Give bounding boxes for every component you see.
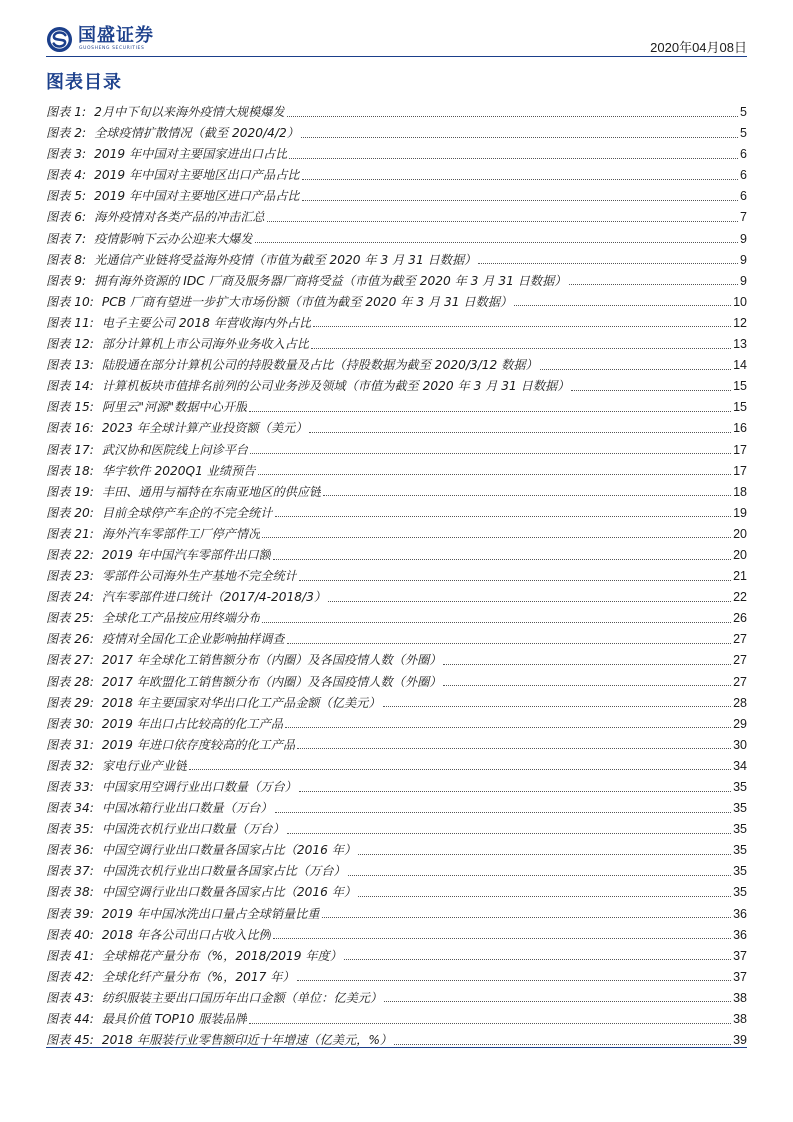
page-title: 图表目录 (46, 72, 122, 93)
toc-entry-title: 2019 年中国汽车零部件出口额 (101, 547, 271, 562)
toc-dot-leader (262, 536, 731, 538)
toc-entry-page-number: 26 (733, 611, 747, 626)
toc-entry-page-number: 15 (733, 379, 747, 394)
toc-entry-text (46, 798, 273, 819)
toc-entry-title: 2019 年进口依存度较高的化工产品 (101, 737, 296, 752)
toc-entry-text (46, 650, 441, 671)
toc-entry-page-number: 5 (740, 126, 747, 141)
toc-entry[interactable] (46, 545, 747, 566)
toc-entry-label: 图表 15: (46, 400, 94, 415)
toc-entry-label: 图表 45: (46, 1033, 94, 1048)
toc-dot-leader (394, 1043, 731, 1045)
toc-entry-title: 全球棉花产量分布（%，2018/2019 年度） (101, 948, 342, 963)
toc-entry[interactable] (46, 524, 747, 545)
toc-entry-page-number: 19 (733, 505, 747, 520)
toc-dot-leader (287, 642, 731, 644)
toc-dot-leader (297, 979, 731, 981)
toc-entry-label: 图表 14: (46, 379, 94, 394)
toc-entry-page-number: 17 (733, 463, 747, 478)
toc-dot-leader (540, 368, 731, 370)
toc-entry-text (46, 566, 297, 587)
toc-entry[interactable] (46, 693, 747, 714)
toc-entry-label: 图表 36: (46, 843, 94, 858)
toc-entry-text (46, 524, 260, 545)
toc-entry-title: 2023 年全球计算产业投资额（美元） (101, 421, 308, 436)
toc-entry-label: 图表 18: (46, 463, 94, 478)
toc-entry-text (46, 735, 295, 756)
toc-entry-text (46, 102, 285, 123)
header-divider (46, 56, 747, 57)
toc-entry-text (46, 165, 300, 186)
toc-entry-title: 部分计算机上市公司海外业务收入占比 (101, 337, 310, 352)
toc-dot-leader (287, 115, 738, 117)
toc-entry-label: 图表 8: (46, 252, 87, 267)
toc-entry-title: 目前全球停产车企的不完全统计 (101, 505, 273, 520)
toc-entry[interactable] (46, 271, 747, 292)
toc-entry-label: 图表 29: (46, 695, 94, 710)
toc-entry-page-number: 36 (733, 906, 747, 921)
toc-dot-leader (478, 262, 738, 264)
toc-entry-title: 全球疫情扩散情况（截至 2020/4/2） (94, 126, 299, 141)
toc-entry-label: 图表 21: (46, 526, 94, 541)
toc-entry-page-number: 20 (733, 547, 747, 562)
toc-entry-label: 图表 27: (46, 653, 94, 668)
toc-entry[interactable] (46, 418, 747, 439)
toc-entry[interactable] (46, 861, 747, 882)
company-logo (46, 26, 166, 54)
toc-entry-text (46, 988, 382, 1009)
toc-entry[interactable] (46, 1030, 747, 1051)
toc-entry-text (46, 756, 187, 777)
toc-entry-label: 图表 10: (46, 294, 94, 309)
toc-entry-label: 图表 23: (46, 569, 94, 584)
toc-entry-text (46, 271, 567, 292)
toc-entry-label: 图表 31: (46, 737, 94, 752)
toc-entry-label: 图表 38: (46, 885, 94, 900)
toc-entry[interactable] (46, 355, 747, 376)
toc-entry-title: 疫情影响下云办公迎来大爆发 (94, 231, 253, 246)
toc-entry-label: 图表 3: (46, 147, 87, 162)
toc-entry-title: 家电行业产业链 (101, 758, 188, 773)
toc-entry-title: 丰田、通用与福特在东南亚地区的供应链 (101, 484, 322, 499)
toc-entry-text (46, 334, 309, 355)
toc-entry-text (46, 946, 342, 967)
toc-dot-leader (309, 431, 731, 433)
toc-entry-page-number: 21 (733, 569, 747, 584)
toc-entry-title: 中国洗衣机行业出口数量各国家占比（万台） (101, 864, 346, 879)
toc-entry-page-number: 9 (740, 273, 747, 288)
toc-entry-text (46, 207, 265, 228)
toc-dot-leader (262, 621, 731, 623)
toc-entry-page-number: 13 (733, 337, 747, 352)
toc-entry-title: 武汉协和医院线上问诊平台 (101, 442, 249, 457)
toc-dot-leader (267, 220, 738, 222)
toc-entry-title: 阿里云"河源"数据中心开服 (101, 400, 248, 415)
figure-toc-list (46, 102, 747, 1051)
toc-entry[interactable] (46, 925, 747, 946)
toc-entry-label: 图表 35: (46, 822, 94, 837)
toc-entry-page-number: 27 (733, 632, 747, 647)
toc-dot-leader (275, 811, 732, 813)
toc-dot-leader (289, 157, 738, 159)
toc-entry[interactable] (46, 904, 747, 925)
toc-entry[interactable] (46, 102, 747, 123)
toc-entry-title: 中国家用空调行业出口数量（万台） (101, 780, 297, 794)
page-header (0, 0, 793, 62)
toc-entry-page-number: 35 (733, 864, 747, 879)
toc-entry-title: 中国洗衣机行业出口数量（万台） (101, 822, 285, 837)
toc-entry-label: 图表 37: (46, 864, 94, 879)
toc-entry-page-number: 15 (733, 400, 747, 415)
toc-entry[interactable] (46, 292, 747, 313)
toc-entry[interactable] (46, 482, 747, 503)
toc-entry-label: 图表 19: (46, 484, 94, 499)
toc-entry-text (46, 123, 299, 144)
toc-entry-text (46, 967, 295, 988)
toc-entry[interactable] (46, 207, 747, 228)
toc-entry-page-number: 22 (733, 590, 747, 605)
toc-dot-leader (514, 304, 731, 306)
toc-entry-text (46, 292, 512, 313)
toc-entry[interactable] (46, 608, 747, 629)
toc-entry-text (46, 714, 283, 735)
toc-entry-title: 华宇软件 2020Q1 业绩预告 (101, 463, 256, 478)
toc-entry-title: 2017 年全球化工销售额分布（内圈）及各国疫情人数（外圈） (101, 653, 442, 668)
toc-entry-text (46, 376, 569, 397)
toc-dot-leader (299, 579, 731, 581)
toc-entry-title: 2019 年出口占比较高的化工产品 (101, 716, 284, 731)
toc-entry-label: 图表 13: (46, 358, 94, 373)
toc-entry-page-number: 37 (733, 948, 747, 963)
toc-entry-text (46, 777, 297, 798)
toc-entry[interactable] (46, 819, 747, 840)
toc-entry-title: 海外疫情对各类产品的冲击汇总 (94, 210, 265, 225)
toc-entry-text (46, 925, 271, 946)
toc-entry-label: 图表 41: (46, 948, 94, 963)
toc-dot-leader (358, 853, 731, 855)
toc-entry-page-number: 10 (733, 294, 747, 309)
toc-entry-page-number: 39 (733, 1033, 747, 1048)
toc-entry-label: 图表 9: (46, 273, 87, 288)
toc-entry-page-number: 35 (733, 780, 747, 794)
toc-entry-page-number: 35 (733, 843, 747, 858)
toc-dot-leader (273, 558, 731, 560)
toc-entry-text (46, 418, 307, 439)
toc-entry[interactable] (46, 988, 747, 1009)
toc-entry-page-number: 35 (733, 885, 747, 900)
toc-entry-page-number: 35 (733, 822, 747, 837)
toc-dot-leader (297, 747, 731, 749)
toc-entry-text (46, 482, 321, 503)
toc-entry-text (46, 693, 381, 714)
toc-entry-text (46, 355, 538, 376)
toc-entry-label: 图表 20: (46, 505, 94, 520)
toc-entry-text (46, 186, 300, 207)
toc-dot-leader (250, 452, 731, 454)
toc-dot-leader (275, 515, 732, 517)
toc-dot-leader (313, 325, 731, 327)
toc-dot-leader (301, 136, 738, 138)
toc-entry-page-number: 6 (740, 147, 747, 162)
toc-entry[interactable] (46, 756, 747, 777)
company-name: 国盛证券 (78, 25, 154, 46)
footer-divider (46, 1047, 747, 1048)
toc-dot-leader (189, 768, 731, 770)
toc-entry[interactable] (46, 397, 747, 418)
toc-entry-page-number: 14 (733, 358, 747, 373)
toc-dot-leader (299, 790, 731, 792)
toc-entry[interactable] (46, 144, 747, 165)
toc-entry-text (46, 144, 287, 165)
toc-entry-label: 图表 11: (46, 315, 94, 330)
guosheng-logo-icon (46, 26, 73, 53)
toc-entry-page-number: 17 (733, 442, 747, 457)
toc-dot-leader (443, 684, 731, 686)
toc-entry-title: 2017 年欧盟化工销售额分布（内圈）及各国疫情人数（外圈） (101, 674, 442, 689)
toc-entry-title: 中国冰箱行业出口数量（万台） (101, 801, 273, 816)
toc-entry-title: 2019 年中国对主要地区进口产品占比 (94, 189, 300, 204)
toc-entry[interactable] (46, 123, 747, 144)
toc-dot-leader (383, 705, 732, 707)
toc-entry-title: 全球化纤产量分布（%，2017 年） (101, 969, 295, 984)
toc-entry[interactable] (46, 735, 747, 756)
toc-entry-title: 拥有海外资源的 IDC 厂商及服务器厂商将受益（市值为截至 2020 年 3 月 31 日数据） (94, 273, 567, 288)
toc-dot-leader (344, 958, 731, 960)
toc-entry-page-number: 34 (733, 758, 747, 773)
toc-entry-label: 图表 16: (46, 421, 94, 436)
toc-entry-page-number: 6 (740, 168, 747, 183)
toc-entry-label: 图表 24: (46, 590, 94, 605)
toc-entry[interactable] (46, 840, 747, 861)
toc-dot-leader (273, 937, 731, 939)
toc-entry-label: 图表 17: (46, 442, 94, 457)
toc-entry-label: 图表 22: (46, 547, 94, 562)
toc-entry-title: 海外汽车零部件工厂停产情况 (101, 526, 261, 541)
toc-entry-title: 2019 年中国对主要地区出口产品占比 (94, 168, 300, 183)
toc-entry-page-number: 9 (740, 231, 747, 246)
toc-entry-title: 中国空调行业出口数量各国家占比（2016 年） (101, 843, 357, 858)
toc-entry-page-number: 5 (740, 105, 747, 119)
toc-entry[interactable] (46, 503, 747, 524)
toc-entry[interactable] (46, 186, 747, 207)
toc-entry-title: 陆股通在部分计算机公司的持股数量及占比（持股数据为截至 2020/3/12 数据） (101, 358, 538, 373)
toc-entry[interactable] (46, 1009, 747, 1030)
toc-entry-page-number: 20 (733, 526, 747, 541)
toc-entry-text (46, 313, 311, 334)
toc-entry-title: 纺织服装主要出口国历年出口金额（单位：亿美元） (101, 990, 383, 1005)
toc-entry-page-number: 16 (733, 421, 747, 436)
toc-dot-leader (323, 494, 731, 496)
toc-dot-leader (302, 178, 738, 180)
toc-entry[interactable] (46, 882, 747, 903)
toc-entry-label: 图表 40: (46, 927, 94, 942)
toc-entry[interactable] (46, 967, 747, 988)
toc-dot-leader (322, 916, 732, 918)
toc-entry-page-number: 18 (733, 484, 747, 499)
toc-entry[interactable] (46, 461, 747, 482)
toc-entry-text (46, 440, 248, 461)
toc-entry[interactable] (46, 440, 747, 461)
toc-entry-text (46, 882, 356, 903)
toc-entry[interactable] (46, 798, 747, 819)
toc-entry-title: 2月中下旬以来海外疫情大规模爆发 (94, 105, 285, 119)
toc-entry-title: 2018 年主要国家对华出口化工产品金额（亿美元） (101, 695, 381, 710)
toc-dot-leader (348, 874, 731, 876)
toc-dot-leader (302, 199, 738, 201)
toc-entry-text (46, 397, 247, 418)
toc-entry-page-number: 28 (733, 695, 747, 710)
toc-entry[interactable] (46, 714, 747, 735)
toc-entry-page-number: 27 (733, 653, 747, 668)
toc-entry-text (46, 608, 260, 629)
toc-dot-leader (358, 895, 731, 897)
toc-entry[interactable] (46, 587, 747, 608)
toc-entry-page-number: 12 (733, 315, 747, 330)
toc-entry-label: 图表 30: (46, 716, 94, 731)
toc-entry-label: 图表 25: (46, 611, 94, 626)
toc-entry-title: 全球化工产品按应用终端分布 (101, 611, 261, 626)
toc-entry-label: 图表 6: (46, 210, 87, 225)
toc-entry[interactable] (46, 946, 747, 967)
toc-entry-page-number: 36 (733, 927, 747, 942)
toc-entry-text (46, 461, 256, 482)
toc-entry-label: 图表 26: (46, 632, 94, 647)
toc-entry-label: 图表 34: (46, 801, 94, 816)
toc-entry-label: 图表 1: (46, 105, 87, 119)
toc-entry-label: 图表 5: (46, 189, 87, 204)
toc-entry-label: 图表 28: (46, 674, 94, 689)
toc-entry[interactable] (46, 376, 747, 397)
toc-entry-title: 2018 年各公司出口占收入比例 (101, 927, 271, 942)
toc-entry[interactable] (46, 250, 747, 271)
toc-entry-title: 光通信产业链将受益海外疫情（市值为截至 2020 年 3 月 31 日数据） (94, 252, 477, 267)
toc-entry-title: 汽车零部件进口统计（2017/4-2018/3） (101, 590, 327, 605)
report-date: 2020年04月08日 (650, 40, 747, 55)
toc-entry[interactable] (46, 566, 747, 587)
toc-entry-text (46, 587, 326, 608)
toc-entry-text (46, 545, 271, 566)
toc-dot-leader (287, 832, 731, 834)
toc-entry-title: 电子主要公司 2018 年营收海内外占比 (101, 315, 312, 330)
toc-entry-label: 图表 43: (46, 990, 94, 1005)
toc-entry-text (46, 503, 273, 524)
toc-dot-leader (311, 347, 731, 349)
toc-entry-label: 图表 7: (46, 231, 87, 246)
toc-entry-text (46, 904, 320, 925)
toc-entry-text (46, 1030, 392, 1051)
toc-entry-page-number: 7 (740, 210, 747, 225)
toc-dot-leader (384, 1000, 731, 1002)
toc-entry-title: 计算机板块市值排名前列的公司业务涉及领域（市值为截至 2020 年 3 月 31 日数据） (101, 379, 570, 394)
toc-entry-title: 零部件公司海外生产基地不完全统计 (101, 569, 297, 584)
toc-dot-leader (285, 726, 731, 728)
toc-entry-page-number: 9 (740, 252, 747, 267)
toc-entry-title: 2018 年服装行业零售额印近十年增速（亿美元，%） (101, 1033, 393, 1048)
toc-entry-page-number: 30 (733, 737, 747, 752)
toc-entry-text (46, 840, 356, 861)
toc-entry-page-number: 27 (733, 674, 747, 689)
toc-entry-page-number: 6 (740, 189, 747, 204)
toc-entry-label: 图表 44: (46, 1012, 94, 1027)
toc-dot-leader (258, 473, 732, 475)
toc-entry-text (46, 672, 441, 693)
toc-entry[interactable] (46, 650, 747, 671)
toc-entry-title: 疫情对全国化工企业影响抽样调查 (101, 632, 285, 647)
toc-entry-text (46, 629, 285, 650)
toc-entry-title: 中国空调行业出口数量各国家占比（2016 年） (101, 885, 357, 900)
toc-dot-leader (569, 283, 739, 285)
toc-dot-leader (328, 600, 731, 602)
toc-entry-text (46, 250, 476, 271)
toc-entry-page-number: 37 (733, 969, 747, 984)
toc-entry-page-number: 35 (733, 801, 747, 816)
toc-entry-title: 2019 年中国对主要国家进出口占比 (94, 147, 288, 162)
toc-entry-label: 图表 39: (46, 906, 94, 921)
toc-entry-page-number: 38 (733, 990, 747, 1005)
toc-entry[interactable] (46, 672, 747, 693)
toc-entry[interactable] (46, 313, 747, 334)
company-sub-name: GUOSHENG SECURITIES (79, 46, 145, 51)
toc-dot-leader (255, 241, 739, 243)
toc-entry-label: 图表 42: (46, 969, 94, 984)
toc-entry-page-number: 38 (733, 1012, 747, 1027)
toc-dot-leader (249, 410, 731, 412)
toc-entry-label: 图表 32: (46, 758, 94, 773)
toc-dot-leader (249, 1022, 731, 1024)
toc-entry-title: 最具价值 TOP10 服装品牌 (101, 1012, 248, 1027)
toc-entry-label: 图表 33: (46, 780, 94, 794)
toc-entry-label: 图表 4: (46, 168, 87, 183)
toc-entry-text (46, 819, 285, 840)
toc-entry-text (46, 861, 346, 882)
toc-entry-text (46, 229, 253, 250)
toc-dot-leader (443, 663, 731, 665)
toc-entry-title: 2019 年中国冰洗出口量占全球销量比重 (101, 906, 320, 921)
toc-entry[interactable] (46, 629, 747, 650)
toc-entry-title: PCB 厂商有望进一步扩大市场份额（市值为截至 2020 年 3 月 31 日数据） (101, 294, 513, 309)
toc-entry[interactable] (46, 334, 747, 355)
toc-dot-leader (571, 389, 731, 391)
toc-entry-text (46, 1009, 247, 1030)
toc-entry-label: 图表 12: (46, 337, 94, 352)
toc-entry[interactable] (46, 777, 747, 798)
toc-entry-page-number: 29 (733, 716, 747, 731)
toc-entry[interactable] (46, 229, 747, 250)
toc-entry[interactable] (46, 165, 747, 186)
toc-entry-label: 图表 2: (46, 126, 87, 141)
